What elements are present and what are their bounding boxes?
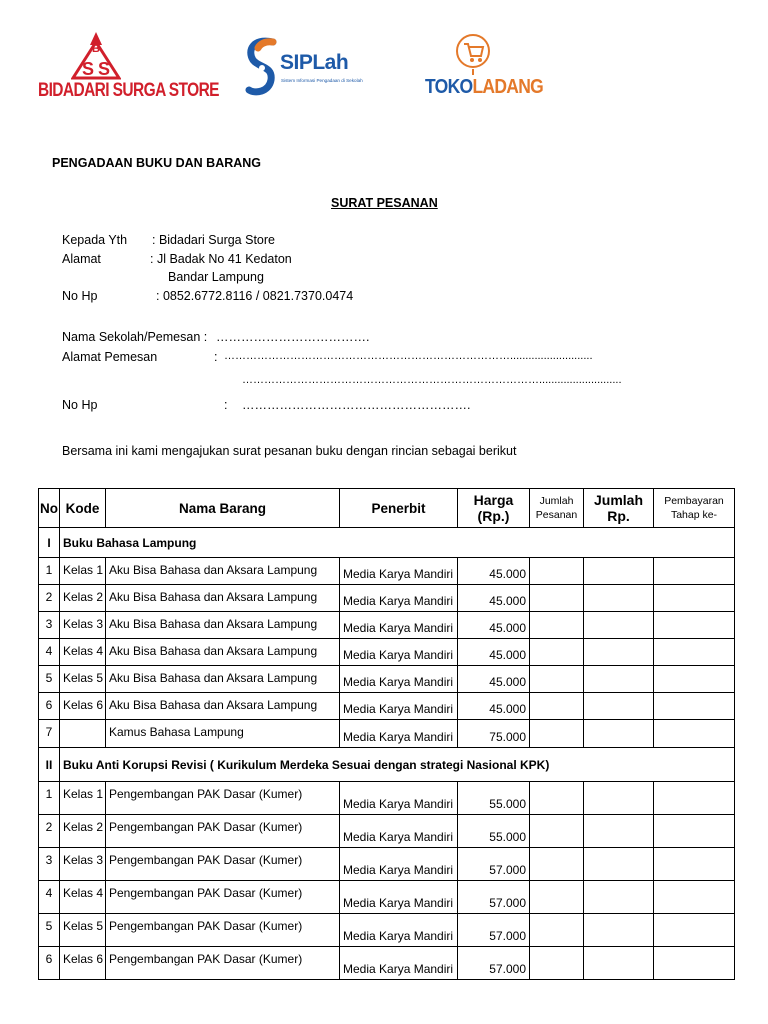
- row-harga: 57.000: [458, 848, 530, 881]
- phone-label: No Hp: [62, 289, 98, 303]
- col-jumlah-pesanan-label-2: Pesanan: [535, 509, 578, 521]
- row-jumlah-rp-cell[interactable]: [584, 720, 654, 748]
- bss-logo-icon: [71, 30, 121, 80]
- row-kode: Kelas 2: [60, 585, 106, 612]
- order-phone-colon: :: [224, 398, 228, 412]
- siplah-s-icon: [245, 36, 279, 100]
- col-penerbit-label: Penerbit: [371, 500, 426, 516]
- row-harga: 45.000: [458, 639, 530, 666]
- intro-text: Bersama ini kami mengajukan surat pesanan buku dengan rincian sebagai berikut: [62, 444, 517, 458]
- table-row: [39, 881, 735, 914]
- row-jumlah-rp-cell[interactable]: [584, 914, 654, 947]
- row-pembayaran-cell[interactable]: [654, 585, 735, 612]
- row-nama-barang: Kamus Bahasa Lampung: [106, 720, 340, 748]
- row-harga: 45.000: [458, 558, 530, 585]
- col-jumlah-pesanan-header: [530, 489, 584, 528]
- col-jumlah-rp-label-2: Rp.: [607, 508, 630, 524]
- row-kode: Kelas 6: [60, 693, 106, 720]
- row-number: 1: [39, 558, 60, 585]
- row-pembayaran-cell[interactable]: [654, 720, 735, 748]
- col-no-header: [39, 489, 60, 528]
- row-penerbit: Media Karya Mandiri: [340, 782, 458, 815]
- order-phone-label: No Hp: [62, 398, 98, 412]
- col-jumlah-pesanan-label-1: Jumlah: [539, 495, 574, 507]
- col-penerbit-header: [340, 489, 458, 528]
- col-kode-label: Kode: [65, 500, 100, 516]
- svg-text:S: S: [97, 59, 111, 79]
- row-harga: 57.000: [458, 881, 530, 914]
- row-kode: Kelas 1: [60, 782, 106, 815]
- row-jumlah-pesanan-cell[interactable]: [530, 720, 584, 748]
- row-pembayaran-cell[interactable]: [654, 639, 735, 666]
- row-jumlah-rp-cell[interactable]: [584, 947, 654, 980]
- col-kode-header: [60, 489, 106, 528]
- section-number: II: [39, 748, 60, 782]
- row-number: 4: [39, 639, 60, 666]
- address-label: Alamat: [62, 252, 101, 266]
- order-table: [38, 488, 735, 980]
- row-harga: 45.000: [458, 612, 530, 639]
- row-nama-barang: Aku Bisa Bahasa dan Aksara Lampung: [106, 585, 340, 612]
- col-harga-label-1: Harga: [473, 492, 514, 508]
- row-pembayaran-cell[interactable]: [654, 666, 735, 693]
- row-pembayaran-cell[interactable]: [654, 815, 735, 848]
- row-jumlah-pesanan-cell[interactable]: [530, 947, 584, 980]
- document-heading: PENGADAAN BUKU DAN BARANG: [52, 156, 262, 170]
- section-title: Buku Anti Korupsi Revisi ( Kurikulum Merdeka Sesuai dengan strategi Nasional KPK): [60, 748, 735, 782]
- row-nama-barang: Aku Bisa Bahasa dan Aksara Lampung: [106, 612, 340, 639]
- section-title: Buku Bahasa Lampung: [60, 528, 735, 558]
- order-address-field-line2[interactable]: ………………………………………………………………………...........................: [242, 374, 622, 386]
- row-number: 5: [39, 666, 60, 693]
- svg-text:S: S: [81, 59, 95, 79]
- row-jumlah-rp-cell[interactable]: [584, 639, 654, 666]
- row-harga: 45.000: [458, 693, 530, 720]
- section-number: I: [39, 528, 60, 558]
- row-kode: Kelas 4: [60, 881, 106, 914]
- row-jumlah-pesanan-cell[interactable]: [530, 639, 584, 666]
- row-kode: Kelas 3: [60, 848, 106, 881]
- row-number: 1: [39, 782, 60, 815]
- row-number: 6: [39, 693, 60, 720]
- row-jumlah-pesanan-cell[interactable]: [530, 914, 584, 947]
- col-nama-header: [106, 489, 340, 528]
- row-penerbit: Media Karya Mandiri: [340, 639, 458, 666]
- order-address-colon: :: [214, 350, 218, 364]
- row-nama-barang: Pengembangan PAK Dasar (Kumer): [106, 848, 340, 881]
- table-row: [39, 914, 735, 947]
- row-penerbit: Media Karya Mandiri: [340, 914, 458, 947]
- row-jumlah-rp-cell[interactable]: [584, 881, 654, 914]
- row-penerbit: Media Karya Mandiri: [340, 947, 458, 980]
- row-jumlah-rp-cell[interactable]: [584, 782, 654, 815]
- col-jumlah-rp-header: [584, 489, 654, 528]
- row-number: 5: [39, 914, 60, 947]
- row-jumlah-pesanan-cell[interactable]: [530, 612, 584, 639]
- school-label: Nama Sekolah/Pemesan :: [62, 330, 208, 344]
- row-kode: Kelas 3: [60, 612, 106, 639]
- row-penerbit: Media Karya Mandiri: [340, 881, 458, 914]
- row-nama-barang: Pengembangan PAK Dasar (Kumer): [106, 947, 340, 980]
- row-jumlah-pesanan-cell[interactable]: [530, 558, 584, 585]
- table-row: [39, 947, 735, 980]
- table-row: [39, 848, 735, 881]
- row-pembayaran-cell[interactable]: [654, 881, 735, 914]
- row-penerbit: Media Karya Mandiri: [340, 693, 458, 720]
- row-harga: 45.000: [458, 585, 530, 612]
- row-penerbit: Media Karya Mandiri: [340, 585, 458, 612]
- row-jumlah-rp-cell[interactable]: [584, 693, 654, 720]
- table-row: [39, 585, 735, 612]
- order-address-field[interactable]: ……………………………………………………………………...........................: [224, 350, 593, 362]
- order-address-label: Alamat Pemesan: [62, 350, 158, 364]
- col-jumlah-rp-label-1: Jumlah: [593, 492, 643, 508]
- row-penerbit: Media Karya Mandiri: [340, 666, 458, 693]
- row-harga: 75.000: [458, 720, 530, 748]
- row-pembayaran-cell[interactable]: [654, 558, 735, 585]
- row-number: 3: [39, 612, 60, 639]
- col-pembayaran-label-2: Tahap ke-: [670, 509, 718, 521]
- row-kode: Kelas 5: [60, 666, 106, 693]
- tokoladang-logo-part2: LADANG: [472, 74, 544, 98]
- row-kode: Kelas 2: [60, 815, 106, 848]
- shopping-cart-icon: [453, 33, 493, 75]
- row-jumlah-pesanan-cell[interactable]: [530, 848, 584, 881]
- svg-text:B: B: [92, 43, 100, 55]
- bidadari-surga-store-logo: [38, 30, 219, 106]
- table-row: [39, 815, 735, 848]
- row-jumlah-rp-cell[interactable]: [584, 585, 654, 612]
- col-harga-label-2: (Rp.): [477, 508, 510, 524]
- phone-value: : 0852.6772.8116 / 0821.7370.0474: [156, 289, 354, 303]
- row-nama-barang: Pengembangan PAK Dasar (Kumer): [106, 914, 340, 947]
- siplah-logo-subtitle: Sistem Informasi Pengadaan di Sekolah: [281, 78, 363, 83]
- bss-logo-text: BIDADARI SURGA STORE: [38, 79, 219, 101]
- row-nama-barang: Aku Bisa Bahasa dan Aksara Lampung: [106, 558, 340, 585]
- row-nama-barang: Aku Bisa Bahasa dan Aksara Lampung: [106, 639, 340, 666]
- table-row: [39, 693, 735, 720]
- row-penerbit: Media Karya Mandiri: [340, 815, 458, 848]
- school-field[interactable]: ……………………………….: [216, 330, 370, 344]
- row-pembayaran-cell[interactable]: [654, 612, 735, 639]
- row-number: 4: [39, 881, 60, 914]
- row-penerbit: Media Karya Mandiri: [340, 558, 458, 585]
- row-number: 7: [39, 720, 60, 748]
- table-row: [39, 639, 735, 666]
- row-kode: Kelas 5: [60, 914, 106, 947]
- table-row: [39, 782, 735, 815]
- row-pembayaran-cell[interactable]: [654, 848, 735, 881]
- row-penerbit: Media Karya Mandiri: [340, 612, 458, 639]
- row-jumlah-pesanan-cell[interactable]: [530, 585, 584, 612]
- row-harga: 55.000: [458, 815, 530, 848]
- row-kode: Kelas 1: [60, 558, 106, 585]
- section-row: [39, 748, 735, 782]
- row-pembayaran-cell[interactable]: [654, 782, 735, 815]
- siplah-logo-name: SIPLah: [280, 51, 349, 74]
- row-pembayaran-cell[interactable]: [654, 693, 735, 720]
- row-pembayaran-cell[interactable]: [654, 947, 735, 980]
- row-number: 6: [39, 947, 60, 980]
- row-pembayaran-cell[interactable]: [654, 914, 735, 947]
- row-jumlah-pesanan-cell[interactable]: [530, 782, 584, 815]
- row-jumlah-rp-cell[interactable]: [584, 612, 654, 639]
- row-penerbit: Media Karya Mandiri: [340, 720, 458, 748]
- row-jumlah-pesanan-cell[interactable]: [530, 881, 584, 914]
- row-jumlah-rp-cell[interactable]: [584, 558, 654, 585]
- row-harga: 55.000: [458, 782, 530, 815]
- row-jumlah-rp-cell[interactable]: [584, 666, 654, 693]
- col-nama-label: Nama Barang: [178, 500, 267, 516]
- row-harga: 57.000: [458, 947, 530, 980]
- col-harga-header: [458, 489, 530, 528]
- tokoladang-logo-text: [425, 74, 544, 98]
- table-row: [39, 612, 735, 639]
- tokoladang-logo: [425, 33, 544, 101]
- document-title: SURAT PESANAN: [331, 196, 438, 210]
- table-header-row: [39, 489, 735, 528]
- row-jumlah-pesanan-cell[interactable]: [530, 666, 584, 693]
- row-harga: 57.000: [458, 914, 530, 947]
- section-row: [39, 528, 735, 558]
- row-nama-barang: Aku Bisa Bahasa dan Aksara Lampung: [106, 666, 340, 693]
- row-nama-barang: Aku Bisa Bahasa dan Aksara Lampung: [106, 693, 340, 720]
- row-kode: Kelas 4: [60, 639, 106, 666]
- siplah-logo: [245, 36, 370, 102]
- row-penerbit: Media Karya Mandiri: [340, 848, 458, 881]
- row-harga: 45.000: [458, 666, 530, 693]
- row-kode: [60, 720, 106, 748]
- row-number: 2: [39, 815, 60, 848]
- address-value: : Jl Badak No 41 Kedaton: [150, 252, 292, 266]
- row-nama-barang: Pengembangan PAK Dasar (Kumer): [106, 782, 340, 815]
- row-nama-barang: Pengembangan PAK Dasar (Kumer): [106, 881, 340, 914]
- row-nama-barang: Pengembangan PAK Dasar (Kumer): [106, 815, 340, 848]
- row-number: 2: [39, 585, 60, 612]
- table-row: [39, 666, 735, 693]
- row-jumlah-pesanan-cell[interactable]: [530, 815, 584, 848]
- tokoladang-logo-part1: TOKO: [425, 74, 473, 98]
- row-jumlah-rp-cell[interactable]: [584, 815, 654, 848]
- order-phone-field[interactable]: ……………………………………………….: [242, 398, 471, 412]
- row-number: 3: [39, 848, 60, 881]
- row-jumlah-rp-cell[interactable]: [584, 848, 654, 881]
- address-value-line2: Bandar Lampung: [168, 270, 264, 284]
- table-body: [39, 528, 735, 980]
- col-pembayaran-label-1: Pembayaran: [664, 495, 724, 507]
- table-row: [39, 720, 735, 748]
- table-row: [39, 558, 735, 585]
- to-value: : Bidadari Surga Store: [152, 233, 275, 247]
- row-kode: Kelas 6: [60, 947, 106, 980]
- to-label: Kepada Yth: [62, 233, 128, 247]
- row-jumlah-pesanan-cell[interactable]: [530, 693, 584, 720]
- col-no-label: No: [40, 500, 58, 516]
- col-pembayaran-header: [654, 489, 735, 528]
